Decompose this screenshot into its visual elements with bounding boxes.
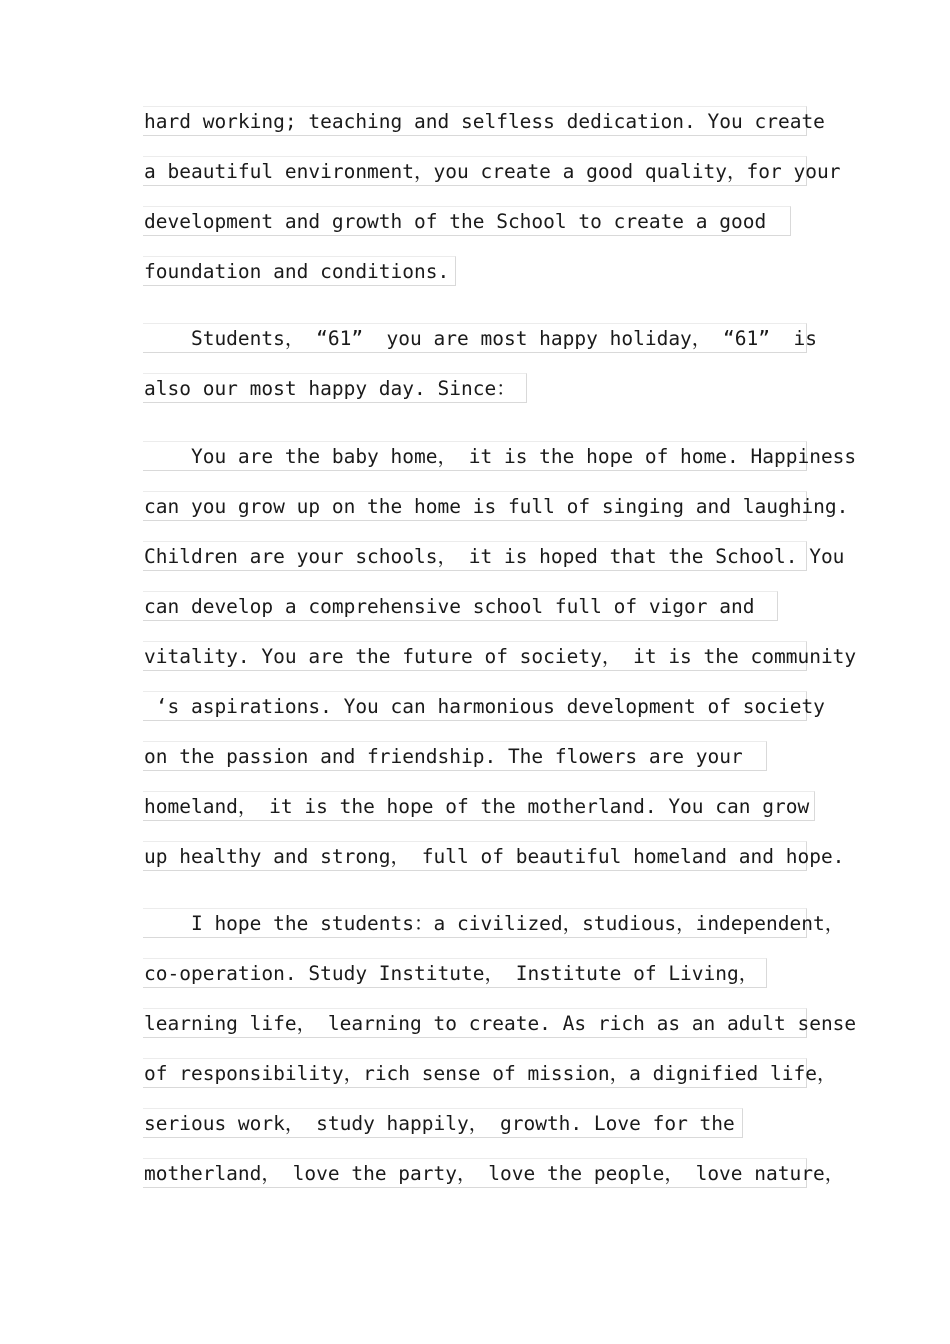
text-line: I hope the students：a civilized，studious，independent， bbox=[143, 908, 807, 938]
text-line: motherland， love the party， love the people， love nature， bbox=[143, 1158, 807, 1188]
text-line: of responsibility，rich sense of mission，a dignified life， bbox=[143, 1058, 807, 1088]
text-line: co-operation. Study Institute， Institute of Living， bbox=[143, 958, 767, 988]
text-line: on the passion and friendship. The flowers are your bbox=[143, 741, 767, 771]
text-line: can develop a comprehensive school full of vigor and bbox=[143, 591, 778, 621]
text-line: also our most happy day. Since： bbox=[143, 373, 527, 403]
text-line: up healthy and strong， full of beautiful homeland and hope. bbox=[143, 841, 807, 871]
text-line: development and growth of the School to create a good bbox=[143, 206, 791, 236]
text-line: homeland， it is the hope of the motherland. You can grow bbox=[143, 791, 815, 821]
text-line: a beautiful environment，you create a good quality，for your bbox=[143, 156, 807, 186]
text-line: You are the baby home， it is the hope of home. Happiness bbox=[143, 441, 807, 471]
text-line: hard working; teaching and selfless dedication. You create bbox=[143, 106, 807, 136]
text-line: vitality. You are the future of society， it is the community bbox=[143, 641, 807, 671]
text-line: ‘s aspirations. You can harmonious development of society bbox=[143, 691, 807, 721]
text-line: serious work， study happily， growth. Love for the bbox=[143, 1108, 743, 1138]
text-line: can you grow up on the home is full of singing and laughing. bbox=[143, 491, 807, 521]
text-line: Students， “61” you are most happy holiday， “61” is bbox=[143, 323, 807, 353]
text-line: Children are your schools， it is hoped that the School. You bbox=[143, 541, 807, 571]
text-line: learning life， learning to create. As rich as an adult sense bbox=[143, 1008, 807, 1038]
text-line: foundation and conditions. bbox=[143, 256, 456, 286]
